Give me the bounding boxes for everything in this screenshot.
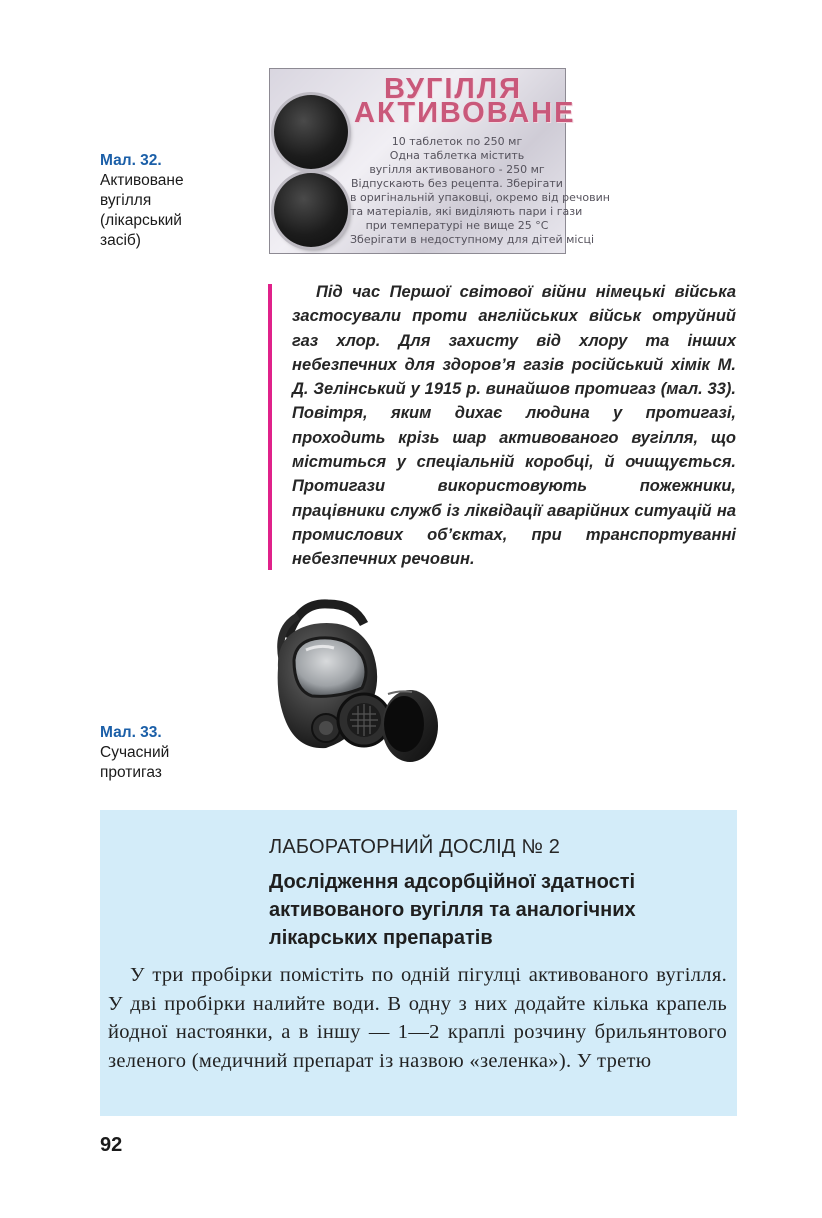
page-number: 92 [100, 1134, 123, 1156]
figure32-caption [100, 151, 250, 251]
pack-label-text [350, 135, 610, 247]
figure33-caption-text: Сучасний протигаз [100, 744, 170, 781]
lab-title: Дослідження адсорбційної здатності активованого вугілля та аналогічних лікарських препаратів [269, 871, 636, 949]
figure32-caption-number: Мал. 32. [100, 152, 162, 169]
pack-line: Зберігати в недоступному для дітей місці [350, 233, 595, 246]
figure32-caption-text: Активоване вугілля (лікарський засіб) [100, 172, 184, 249]
pack-line: при температурі не вище 25 °С [365, 219, 549, 232]
pack-line: вугілля активованого - 250 мг [369, 163, 545, 176]
activated-charcoal-photo [269, 68, 610, 254]
pack-line: Відпускають без рецепта. Зберігати [351, 177, 563, 190]
gas-mask-photo [268, 598, 442, 768]
pack-brand-line2: АКТИВОВАНЕ [354, 97, 576, 129]
charcoal-tablet [274, 173, 348, 247]
figure33-caption-number: Мал. 33. [100, 724, 162, 741]
charcoal-tablet [274, 95, 348, 169]
figure33-caption [100, 723, 250, 783]
pack-brand-line1: ВУГІЛЛЯ [384, 73, 522, 105]
lab-heading: ЛАБОРАТОРНИЙ ДОСЛІД № 2 [269, 836, 561, 858]
lab-instructions-text: У три пробірки помістіть по одній пігулці активованого вугілля. У дві пробірки налийте води. В одну з них додайте кілька крапель йодної настоянки, а в іншу — 1—2 краплі розчину брильянтового зеленого (медичний препарат із назвою «зеленка»). У третю [108, 964, 727, 1072]
pack-line: та матеріалів, які виділяють пари і гази [350, 205, 583, 218]
side-note-text: Під час Першої світової війни німецькі війська застосували проти англійських військ отруйний газ хлор. Для захисту від хлору та інших небезпечних для здоров’я газів російський хімік М. Д. Зелінський у 1915 р. винайшов протигаз (мал. 33). Повітря, яким дихає людина у протигазі, проходить крізь шар активованого вугілля, що міститься у спеціальній коробці, й очищується. Протигази використовують пожежники, працівники служб із ліквідації аварійних ситуацій на промислових об’єктах, при транспортуванні небезпечних речовин. [292, 283, 736, 569]
pack-line: Одна таблетка містить [389, 149, 525, 162]
side-note-accent-bar [268, 284, 272, 570]
pack-line: 10 таблеток по 250 мг [391, 135, 523, 148]
pack-line: в оригінальній упаковці, окремо від речовин [350, 191, 610, 204]
